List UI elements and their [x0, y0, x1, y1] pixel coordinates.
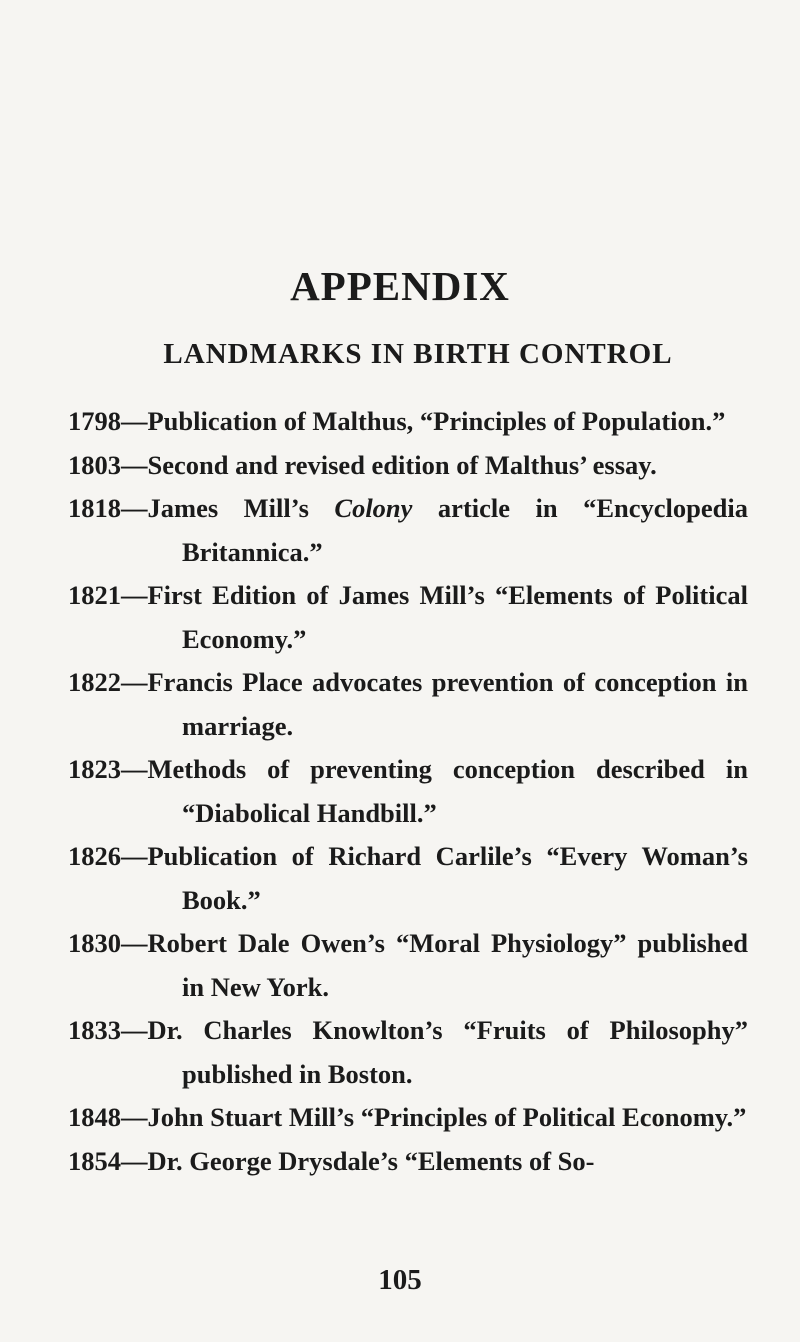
timeline-entry	[68, 835, 748, 922]
entry-year: 1822	[68, 667, 121, 697]
entry-text: —Francis Place advocates prevention of conception in marriage.	[121, 667, 748, 741]
entry-text: —Dr. Charles Knowlton’s “Fruits of Philosophy” published in Boston.	[121, 1015, 748, 1089]
entry-year: 1821	[68, 580, 121, 610]
timeline-entry	[68, 1009, 748, 1096]
entry-year: 1823	[68, 754, 121, 784]
entry-text: —Publication of Malthus, “Principles of Population.”	[121, 406, 726, 436]
timeline-entry	[68, 922, 748, 1009]
entry-year: 1798	[68, 406, 121, 436]
timeline-entry	[68, 400, 748, 444]
entry-text: —John Stuart Mill’s “Principles of Political Economy.”	[121, 1102, 747, 1132]
entry-year: 1818	[68, 493, 121, 523]
timeline-entry	[68, 574, 748, 661]
entry-text: —First Edition of James Mill’s “Elements of Political Economy.”	[121, 580, 748, 654]
page-number: 105	[378, 1264, 422, 1296]
entry-year: 1830	[68, 928, 121, 958]
entry-text: —Publication of Richard Carlile’s “Every Woman’s Book.”	[121, 841, 748, 915]
entry-year: 1854	[68, 1145, 121, 1176]
timeline-entry	[68, 1140, 748, 1184]
entry-text: —Second and revised edition of Malthus’ essay.	[121, 449, 657, 480]
entry-text-before: —James Mill’s	[121, 493, 335, 523]
entry-year: 1826	[68, 841, 121, 871]
entry-year: 1848	[68, 1102, 121, 1132]
timeline-entry	[68, 661, 748, 748]
entry-year: 1833	[68, 1015, 121, 1045]
entry-text-after: article in “Encyclopedia Britannica.”	[182, 493, 748, 567]
entry-text: —Robert Dale Owen’s “Moral Physiology” published in New York.	[121, 928, 748, 1002]
section-title: LANDMARKS IN BIRTH CONTROL	[163, 338, 673, 370]
entry-year: 1803	[68, 449, 121, 480]
entry-text: —Methods of preventing conception described in “Diabolical Handbill.”	[121, 754, 748, 828]
timeline-entry	[68, 748, 748, 835]
timeline-entry	[68, 487, 748, 574]
timeline-entry	[68, 444, 748, 488]
timeline-list	[68, 400, 748, 1183]
entry-text: —Dr. George Drysdale’s “Elements of So-	[121, 1145, 595, 1176]
entry-text-italic: Colony	[334, 493, 413, 523]
timeline-entry	[68, 1096, 748, 1140]
appendix-title: APPENDIX	[290, 263, 510, 309]
